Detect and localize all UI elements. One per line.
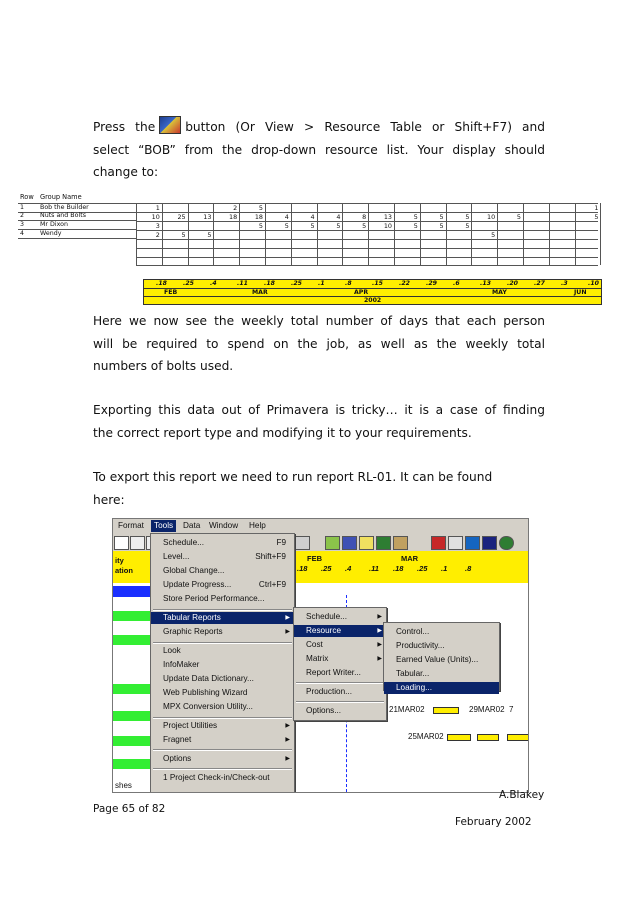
week-tick: .11 (237, 280, 248, 287)
text-segment: Press the (93, 120, 156, 134)
menu-item[interactable] (151, 537, 294, 549)
menu-item-label: Graphic Reports (163, 627, 223, 636)
submenu-arrow-icon: ▶ (285, 615, 290, 621)
column-header-group: Group Name (40, 193, 82, 201)
menu-item[interactable] (151, 551, 294, 563)
activity-bar (113, 711, 151, 721)
menu-item-shortcut: F9 (276, 538, 286, 547)
table-cell: 5 (516, 213, 521, 221)
gantt-bar (507, 734, 529, 741)
table-cell: 13 (383, 213, 392, 221)
menu-item[interactable] (294, 686, 386, 698)
menu-item-label: Matrix (306, 654, 329, 663)
column-header-row: Row (20, 193, 34, 201)
text-line: Exporting this data out of Primavera is tricky… it is a case of finding (93, 403, 545, 417)
layout-icon[interactable] (431, 536, 446, 550)
table-cell: 1 (155, 204, 160, 212)
table-cell: 5 (362, 222, 367, 230)
menu-item-label: Control... (396, 627, 430, 636)
table-cell: 5 (207, 231, 212, 239)
menu-format[interactable]: Format (118, 521, 144, 530)
row-number: 3 (20, 221, 25, 228)
table-cell: 4 (336, 213, 341, 221)
menu-item-label: MPX Conversion Utility... (163, 702, 253, 711)
row-name: Mr Dixon (40, 221, 68, 228)
menu-item[interactable] (384, 654, 499, 666)
menu-item-label: Look (163, 646, 181, 655)
table-row (18, 230, 136, 239)
week-tick: .18 (156, 280, 167, 287)
table-cell: 5 (465, 213, 470, 221)
menu-item-label: Global Change... (163, 566, 225, 575)
menu-item-label: Report Writer... (306, 668, 361, 677)
table-cell: 5 (491, 231, 496, 239)
week-tick: .15 (372, 280, 383, 287)
column-header-label: ity (115, 556, 124, 565)
menu-item-label: Level... (163, 552, 190, 561)
copy-icon[interactable] (130, 536, 145, 550)
gantt-week-tick: .25 (321, 564, 332, 573)
menu-item[interactable] (151, 626, 294, 638)
submenu-arrow-icon: ▶ (285, 737, 290, 743)
gantt-date-label: 7 (509, 705, 514, 714)
week-tick: .25 (183, 280, 194, 287)
table-cell: 10 (487, 213, 496, 221)
menu-item-label: Cost (306, 640, 323, 649)
menu-item-label: Production... (306, 687, 352, 696)
activity-label: shes (115, 781, 132, 790)
submenu-arrow-icon: ▶ (285, 629, 290, 635)
table-cell: 1 (594, 204, 599, 212)
menu-item[interactable] (151, 734, 294, 746)
report-paragraph (93, 466, 545, 511)
month-label: JUN (574, 289, 587, 296)
intro-paragraph (93, 116, 545, 184)
text-segment: button (Or View > Resource Table or Shift+F7) and (185, 120, 545, 134)
footer-date: February 2002 (455, 816, 532, 828)
week-tick: .8 (345, 280, 352, 287)
week-tick: .25 (291, 280, 302, 287)
menu-separator (296, 682, 384, 684)
table-row (18, 212, 136, 221)
menu-item-label: Update Progress... (163, 580, 232, 589)
table-cell: 5 (413, 222, 418, 230)
text-line: Here we now see the weekly total number of days that each person (93, 314, 545, 328)
gantt-bar (477, 734, 499, 741)
week-tick: .18 (264, 280, 275, 287)
menu-help[interactable]: Help (249, 521, 266, 530)
gantt-date-label: 29MAR02 (469, 705, 505, 714)
menu-item-label: Project Utilities (163, 721, 218, 730)
activity-bar (113, 635, 151, 645)
network-icon[interactable] (376, 536, 391, 550)
menu-data[interactable]: Data (183, 521, 201, 530)
menu-item-label: Web Publishing Wizard (163, 688, 248, 697)
text-line: numbers of bolts used. (93, 359, 234, 373)
text-line: select “BOB” from the drop-down resource list. Your display should (93, 142, 545, 157)
table-cell: 4 (284, 213, 289, 221)
cut-icon[interactable] (114, 536, 129, 550)
menu-item-label: Resource (306, 626, 342, 635)
menu-item[interactable] (151, 720, 294, 732)
table-cell: 5 (258, 204, 263, 212)
explanation-paragraph (93, 310, 545, 378)
menu-item-label: Options... (306, 706, 342, 715)
grid-line (600, 203, 601, 265)
menu-separator (153, 642, 292, 644)
activity-bar (113, 684, 151, 694)
row-name: Nuts and Bolts (40, 212, 86, 219)
gantt-timescale (293, 551, 528, 583)
gantt-week-tick: .25 (417, 564, 428, 573)
menu-window[interactable]: Window (209, 521, 239, 530)
menu-item[interactable] (384, 640, 499, 652)
menu-item-label: InfoMaker (163, 660, 200, 669)
text-line: here: (93, 492, 125, 507)
month-label: MAR (252, 289, 268, 296)
week-tick: .6 (453, 280, 460, 287)
columns-icon[interactable] (465, 536, 480, 550)
submenu-arrow-icon: ▶ (377, 614, 382, 620)
text-line: To export this report we need to run report RL-01. It can be found (93, 470, 493, 484)
table-cell: 5 (594, 213, 599, 221)
menu-item[interactable] (151, 753, 294, 765)
menu-item[interactable] (294, 625, 386, 637)
menu-item[interactable] (294, 611, 386, 623)
week-tick: .4 (210, 280, 217, 287)
person-icon[interactable] (359, 536, 374, 550)
hand-icon[interactable] (393, 536, 408, 550)
menu-item[interactable] (151, 645, 294, 657)
table-cell: 13 (203, 213, 212, 221)
text-line: will be required to spend on the job, as well as the weekly total (93, 336, 545, 351)
export-paragraph (93, 399, 545, 444)
table-icon[interactable] (448, 536, 463, 550)
month-label: APR (354, 289, 369, 296)
table-cell: 18 (229, 213, 238, 221)
table-cell: 5 (439, 213, 444, 221)
menu-item-label: Schedule... (163, 538, 204, 547)
table-cell: 2 (155, 231, 160, 239)
table-cell: 3 (155, 222, 160, 230)
menu-item[interactable] (384, 626, 499, 638)
resource-table-screenshot (18, 193, 599, 304)
menu-tools[interactable]: Tools (151, 520, 176, 532)
week-tick: .13 (480, 280, 491, 287)
gantt-week-tick: .1 (441, 564, 448, 573)
week-tick: .27 (534, 280, 545, 287)
menu-item[interactable] (151, 701, 294, 713)
month-label: FEB (164, 289, 178, 296)
submenu-arrow-icon: ▶ (377, 656, 382, 662)
footer-author: A.Blakey (499, 789, 545, 801)
menu-item-shortcut: Ctrl+F9 (258, 580, 286, 589)
row-number: 2 (20, 212, 25, 219)
gantt-week-tick: .11 (369, 564, 379, 573)
menu-item-label: Tabular Reports (163, 613, 221, 622)
submenu-arrow-icon: ▶ (377, 628, 382, 634)
menu-item-label: Earned Value (Units)... (396, 655, 479, 664)
week-tick: .3 (561, 280, 568, 287)
tools-dropdown (150, 533, 295, 793)
resource-submenu (383, 622, 500, 691)
table-cell: 5 (336, 222, 341, 230)
row-number: 1 (20, 204, 25, 211)
menu-item[interactable] (294, 705, 386, 717)
row-number: 4 (20, 230, 25, 237)
grid-line (136, 239, 598, 240)
activity-bar (113, 736, 151, 746)
activity-columns (113, 551, 153, 792)
table-cell: 2 (233, 204, 238, 212)
menu-item-label: Schedule... (306, 612, 347, 621)
week-tick: .10 (588, 280, 599, 287)
table-cell: 8 (362, 213, 367, 221)
menu-item[interactable] (151, 565, 294, 577)
table-cell: 5 (284, 222, 289, 230)
table-cell: 18 (254, 213, 263, 221)
gantt-bar (433, 707, 459, 714)
activity-bar (113, 759, 151, 769)
tools-menu-screenshot (112, 518, 529, 793)
menu-item[interactable] (384, 682, 499, 694)
menu-item[interactable] (151, 772, 294, 784)
table-row (18, 221, 136, 230)
menu-item-label: Options (163, 754, 192, 763)
filter-icon[interactable] (482, 536, 497, 550)
menu-item[interactable] (384, 668, 499, 680)
row-name: Bob the Builder (40, 204, 89, 211)
gantt-date-label: 21MAR02 (389, 705, 425, 714)
table-cell: 4 (310, 213, 315, 221)
text-line: change to: (93, 165, 159, 179)
table-cell: 25 (177, 213, 186, 221)
resource-table-icon (159, 116, 181, 134)
submenu-arrow-icon: ▶ (377, 642, 382, 648)
menu-item[interactable] (151, 593, 294, 605)
menu-item[interactable] (151, 579, 294, 591)
gantt-month: FEB (307, 554, 322, 563)
gantt-week-tick: .4 (345, 564, 352, 573)
text-line: the correct report type and modifying it to your requirements. (93, 425, 472, 440)
table-cell: 5 (258, 222, 263, 230)
gantt-month: MAR (401, 554, 419, 563)
column-header-label: ation (115, 566, 133, 575)
menu-item[interactable] (151, 673, 294, 685)
year-label: 2002 (364, 297, 382, 304)
week-tick: .20 (507, 280, 518, 287)
menu-separator (153, 768, 292, 770)
histogram-icon[interactable] (325, 536, 340, 550)
submenu-arrow-icon: ▶ (285, 756, 290, 762)
table-cell: 5 (413, 213, 418, 221)
selected-activity-bar (113, 586, 151, 597)
gantt-week-tick: .8 (465, 564, 472, 573)
table-cell: 5 (465, 222, 470, 230)
gantt-date-label: 25MAR02 (408, 732, 444, 741)
table-cell: 5 (439, 222, 444, 230)
menu-item[interactable] (151, 612, 294, 624)
menu-separator (153, 749, 292, 751)
menu-item[interactable] (151, 659, 294, 671)
week-tick: .1 (318, 280, 325, 287)
table-cell: 5 (310, 222, 315, 230)
grid-line (136, 257, 598, 258)
globe-icon[interactable] (499, 536, 514, 550)
week-tick: .22 (399, 280, 410, 287)
menu-item-label: Store Period Performance... (163, 594, 265, 603)
activity-bar (113, 611, 151, 621)
menu-item-label: Tabular... (396, 669, 430, 678)
table-cell: 10 (151, 213, 160, 221)
resource-table-icon[interactable] (342, 536, 357, 550)
grid-icon[interactable] (295, 536, 310, 550)
menu-item-label: Loading... (396, 683, 432, 692)
gantt-week-tick: .18 (297, 564, 308, 573)
submenu-arrow-icon: ▶ (285, 723, 290, 729)
menu-item-label: Fragnet (163, 735, 192, 744)
gantt-bar (447, 734, 471, 741)
grid-line (136, 265, 598, 266)
tabular-reports-submenu (293, 607, 387, 721)
menu-bar (113, 519, 528, 533)
menu-item-label: 1 Project Check-in/Check-out (163, 773, 270, 782)
row-name: Wendy (40, 230, 62, 237)
table-cell: 10 (383, 222, 392, 230)
menu-item[interactable] (294, 653, 386, 665)
menu-separator (296, 701, 384, 703)
week-tick: .29 (426, 280, 437, 287)
menu-item[interactable] (294, 639, 386, 651)
grid-line (136, 221, 598, 222)
footer-page-number: Page 65 of 82 (93, 803, 166, 815)
menu-separator (153, 609, 292, 611)
month-label: MAY (492, 289, 507, 296)
timeline-year (143, 296, 602, 305)
gantt-week-tick: .18 (393, 564, 404, 573)
grid-line (136, 203, 598, 204)
menu-item[interactable] (294, 667, 386, 679)
menu-item-label: Productivity... (396, 641, 445, 650)
menu-item[interactable] (151, 687, 294, 699)
menu-item-label: Update Data Dictionary... (163, 674, 254, 683)
menu-item-shortcut: Shift+F9 (255, 552, 286, 561)
table-cell: 5 (181, 231, 186, 239)
menu-separator (153, 717, 292, 719)
grid-line (136, 248, 598, 249)
